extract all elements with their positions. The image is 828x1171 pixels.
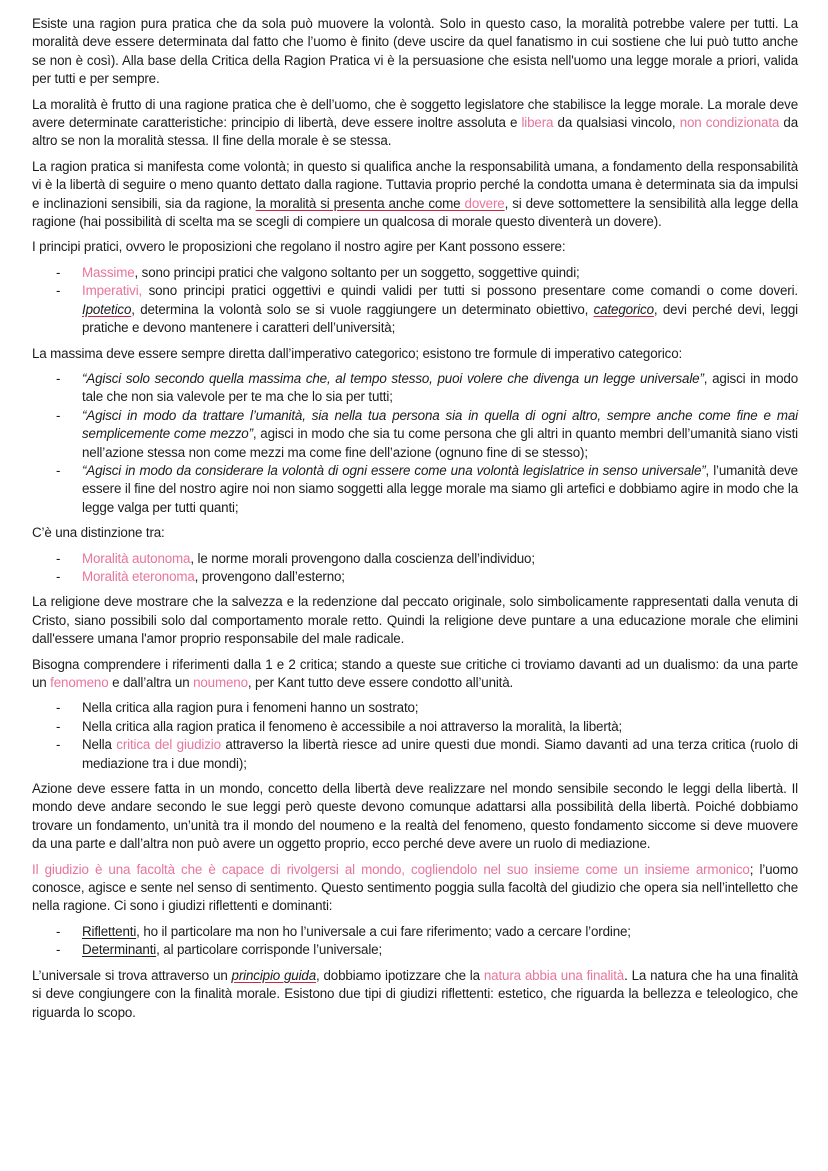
highlight-libera: libera bbox=[521, 115, 554, 131]
list-item-giudizio bbox=[32, 736, 798, 773]
text: Nella critica alla ragion pratica il fenomeno è accessibile a noi attraverso la moralità, la libertà; bbox=[82, 718, 623, 734]
paragraph-4: I principi pratici, ovvero le proposizioni che regolano il nostro agire per Kant possono essere: bbox=[32, 239, 566, 255]
list-item-imperativi bbox=[32, 282, 798, 337]
highlight-dovere: dovere bbox=[464, 195, 505, 211]
highlight-non-condizionata: non condizionata bbox=[679, 115, 780, 131]
text: , determina la volontà solo se si vuole raggiungere un determinato obiettivo, bbox=[131, 301, 594, 317]
text: ; l’uomo conosce, agisce e sente nel senso di sentimento. Questo sentimento poggia sulla facoltà del giudizio che opera sia nell’intelletto che nella ragione. Ci sono i giudizi riflettenti e dominanti: bbox=[32, 861, 799, 914]
highlight-giudizio-definizione: Il giudizio è una facoltà che è capace di rivolgersi al mondo, cogliendolo nel suo insieme come un insieme armonico bbox=[32, 861, 750, 877]
highlight-eteronoma: Moralità eteronoma bbox=[82, 568, 195, 584]
text: , le norme morali provengono dalla coscienza dell’individuo; bbox=[190, 550, 535, 566]
paragraph-3 bbox=[32, 158, 798, 232]
text: , devi perché devi, leggi pratiche e devono mantenere i caratteri dell’università; bbox=[82, 301, 798, 336]
text: La ragion pratica si manifesta come volontà; in questo si qualifica anche la responsabilità umana, a fondamento della responsabilità vi è la libertà di seguire o meno quanto dettato dalla ragione. Tuttavia proprio perché la condotta umana è determinata sia da impulsi e inclinazioni sensibili, sia da ragione, bbox=[32, 158, 798, 211]
highlight-noumeno: noumeno bbox=[193, 675, 248, 690]
list-item-riflettenti bbox=[32, 923, 798, 941]
quote: “Agisci solo secondo quella massima che, al tempo stesso, puoi volere che divenga un legge universale” bbox=[82, 370, 704, 386]
highlight-autonoma: Moralità autonoma bbox=[82, 550, 191, 566]
text: da qualsiasi vincolo, bbox=[553, 115, 680, 131]
morality-list bbox=[32, 550, 798, 587]
paragraph-8 bbox=[32, 656, 798, 693]
highlight-fenomeno: fenomeno bbox=[50, 675, 109, 690]
principles-list bbox=[32, 264, 798, 338]
paragraph-6: C’è una distinzione tra: bbox=[32, 525, 165, 541]
text: , agisci in modo che sia tu come persona che gli altri in quanto membri dell’umanità siano visti nell’azione stessa non come mezzi ma come fine dell’azione (ognuno fine di se stesso); bbox=[82, 426, 798, 460]
term-categorico: categorico bbox=[593, 301, 654, 317]
quote: “Agisci in modo da trattare l’umanità, sia nella tua persona sia in quella di ogni altro, sempre anche come fine e mai semplicemente come mezzo” bbox=[82, 407, 798, 442]
paragraph-9: Azione deve essere fatta in un mondo, concetto della libertà deve realizzare nel mondo sensibile secondo le leggi della libertà. Il mondo deve andare secondo le sue leggi però queste devono comunque adattarsi alla possibilità della libertà. Poiché dobbiamo trovare un fondamento, un’unità tra il mondo del noumeno e la realtà del fenomeno, questo fondamento siccome si deve muovere da una parte e dall’altra non può avere un oggetto proprio, ecco perché deve avere un ruolo di mediazione. bbox=[32, 781, 798, 852]
text: Nella critica alla ragion pura i fenomeni hanno un sostrato; bbox=[82, 700, 419, 716]
text: da altro se non la moralità stessa. Il fine della morale è se stessa. bbox=[32, 115, 799, 149]
list-item-massime bbox=[32, 264, 798, 282]
list-item-formula-1 bbox=[32, 370, 798, 407]
text: . La natura che ha una finalità si deve congiungere con la finalità morale. Esistono due tipi di giudizi riflettenti: estetico, che riguarda la bellezza e teleologico, che riguarda lo scopo. bbox=[32, 967, 798, 1020]
list-item-formula-2 bbox=[32, 407, 798, 462]
list-item-ragion-pratica bbox=[32, 718, 798, 736]
paragraph-7: La religione deve mostrare che la salvezza e la redenzione dal peccato originale, solo simbolicamente rappresentati dalla venuta di Cristo, siano possibili solo dal comportamento morale retto. Quindi la religione deve puntare a una educazione morale che elimini dall'essere umana l'amor proprio responsabile del male radicale. bbox=[32, 594, 798, 647]
text: attraverso la libertà riesce ad unire questi due mondi. Siamo davanti ad una terza critica (ruolo di mediazione tra i due mondi); bbox=[82, 737, 799, 771]
paragraph-10 bbox=[32, 861, 798, 916]
text: e dall’altra un bbox=[108, 675, 194, 690]
highlight-massime: Massime bbox=[82, 264, 135, 280]
term-principio-guida: principio guida bbox=[231, 967, 316, 983]
highlight-imperativi: Imperativi, bbox=[82, 283, 143, 299]
text: , ho il particolare ma non ho l’universale a cui fare riferimento; vado a cercare l’ordine; bbox=[136, 923, 631, 939]
list-item-ragion-pura bbox=[32, 699, 798, 717]
list-item-autonoma bbox=[32, 550, 798, 568]
text: , l’umanità deve essere il fine del nostro agire noi non siamo soggetti alla legge morale ma siamo gli artefici e dobbiamo agire in modo che la legge valga per tutti quanti; bbox=[82, 462, 798, 515]
critiques-list bbox=[32, 699, 798, 773]
underlined-phrase bbox=[256, 196, 505, 211]
highlight-natura-finalita: natura abbia una finalità bbox=[483, 967, 625, 983]
term-ipotetico: Ipotetico bbox=[82, 301, 132, 317]
text: Bisogna comprendere i riferimenti dalla 1 e 2 critica; stando a queste sue critiche ci troviamo davanti ad un dualismo: da una parte un bbox=[32, 656, 798, 690]
judgments-list bbox=[32, 923, 798, 960]
text: , dobbiamo ipotizzare che la bbox=[316, 967, 484, 983]
text: , provengono dall’esterno; bbox=[194, 568, 345, 584]
text: , agisci in modo tale che non sia valevole per te ma che lo sia per tutti; bbox=[82, 370, 798, 405]
text: La moralità è frutto di una ragione pratica che è dell’uomo, che è soggetto legislatore che stabilisce la legge morale. La morale deve avere determinate caratteristiche: principio di libertà, deve essere inoltre assoluta e bbox=[32, 96, 798, 131]
imperative-formulas-list bbox=[32, 370, 798, 517]
list-item-formula-3 bbox=[32, 462, 798, 517]
text: L’universale si trova attraverso un bbox=[32, 967, 232, 983]
paragraph-5: La massima deve essere sempre diretta dall’imperativo categorico; esistono tre formule di imperativo categorico: bbox=[32, 345, 683, 361]
list-item-determinanti bbox=[32, 941, 798, 959]
text: , al particolare corrisponde l’universale; bbox=[156, 942, 383, 958]
paragraph-11 bbox=[32, 967, 798, 1022]
quote: “Agisci in modo da considerare la volontà di ogni essere come una volontà legislatrice in senso universale” bbox=[82, 462, 706, 478]
text: , per Kant tutto deve essere condotto all’unità. bbox=[247, 675, 514, 690]
text: la moralità si presenta anche come bbox=[255, 195, 465, 211]
text: sono principi pratici oggettivi e quindi validi per tutti si possono presentare come comandi o come doveri. bbox=[142, 283, 798, 299]
term-determinanti: Determinanti bbox=[82, 942, 157, 958]
highlight-critica-giudizio: critica del giudizio bbox=[116, 737, 221, 753]
text: , sono principi pratici che valgono soltanto per un soggetto, soggettive quindi; bbox=[134, 264, 580, 280]
paragraph-2 bbox=[32, 96, 798, 151]
paragraph-1: Esiste una ragion pura pratica che da sola può muovere la volontà. Solo in questo caso, la moralità potrebbe valere per tutti. La moralità deve essere determinata dal fatto che l’uomo è finito (deve uscire da quel fanatismo in cui sostiene che lui può tutto anche se non è così). Alla base della Critica della Ragion Pratica vi è la persuasione che esista nell'uomo una legge morale a priori, valida per tutti e per sempre. bbox=[32, 16, 798, 87]
term-riflettenti: Riflettenti bbox=[82, 923, 137, 939]
text: , si deve sottomettere la sensibilità alla legge della ragione (hai possibilità di scelta ma se scegli di compiere un qualcosa di morale questo diventerà un dovere). bbox=[32, 195, 798, 230]
list-item-eteronoma bbox=[32, 568, 798, 586]
text: Nella bbox=[82, 737, 117, 753]
